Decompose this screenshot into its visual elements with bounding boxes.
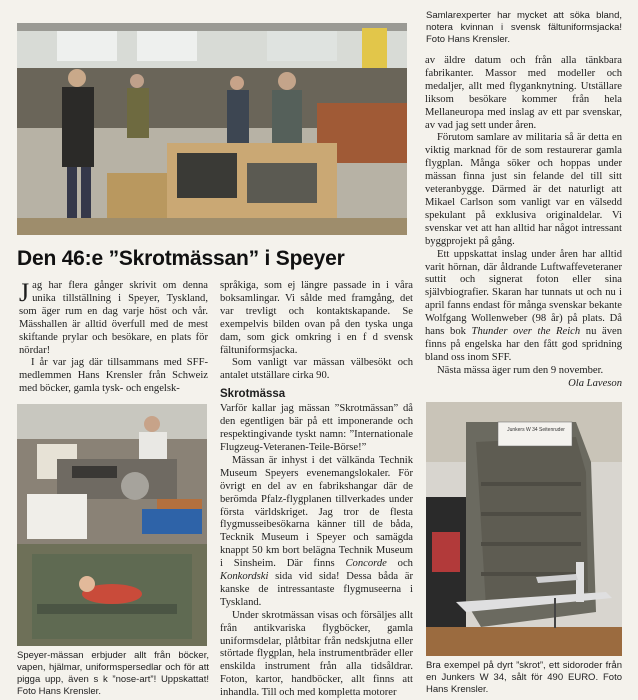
bottom-left-caption: Speyer-mässan erbjuder allt från böcker, vapen, hjälmar, uniformspersedlar och för att pigga upp, även s k ”nose-art”! Uppskattat! Foto Hans Krensler.: [17, 650, 209, 697]
article-headline: Den 46:e ”Skrotmässan” i Speyer: [17, 247, 345, 270]
body-column-1: [19, 280, 208, 396]
section-subhead: Skrotmässa: [220, 388, 286, 401]
right-paragraph-3: Ett uppskattat inslag under åren har alltid varit hörnan, där åldrande Luftwaffeveteraner suttit och signerat foton eller sina självbiografier. Skaran har tunnats ut och nu i april fanns endast för många svenskar bekante Wolfgang Wollenweber (98 år) på plats. Då hans bok Thunder over the Reich nu även finns på engelska har den fått god spridning bland oss inom SFF.: [425, 248, 623, 363]
body-paragraph-1: Jag har flera gånger skrivit om denna unika tillställning i Speyer, Tyskland, som äger rum en dag varje höst och vår. Mässhallen är alltid överfull med de mest skiftande prylar och besökare, en plats för nördar!: [19, 278, 208, 356]
photo-junkers-rudder: [426, 402, 622, 656]
right-paragraph-2: Förutom samlare av militaria så är detta en viktig marknad för de som restaurerar gamla flygplan. Många söker och hoppas under mässan finna just sin felande del till sitt veteranbygge. Därmed är det naturligt att Mikael Carlson som vanligt var en välsedd spekulant på exklusiva originaldelar. Vi svenskar vet att han alltid har något intressant byggprojekt på gång.: [425, 132, 622, 247]
right-column: [425, 55, 622, 391]
bottom-right-caption: Bra exempel på dyrt ”skrot”, ett sidoroder från en Junkers W 34, sålt för 490 EURO. Foto Hans Krensler.: [426, 660, 622, 695]
right-paragraph-1: av äldre datum och från alla tänkbara fabrikanter. Massor med modeller och medaljer, allt med flyganknytning. Utställare liksom besökare kommer från hela Mellaneuropa med inslag av ett par svenskar, av vad jag sett under åren.: [425, 55, 622, 131]
body-paragraph-5: Varför kallar jag mässan ”Skrotmässan” då den egentligen bär på ett imponerande och respektingivande tyskt namn: ”Internationale Flugzeug-Veteranen-Teile-Börse!”: [220, 403, 413, 453]
photo-market-hall: [17, 23, 407, 235]
top-right-caption: Samlarexperter har mycket att söka bland, notera kvinnan i svensk fältuniformsjacka! Foto Hans Krensler.: [426, 10, 622, 45]
body-paragraph-7: Under skrotmässan visas och försäljes allt från antikvariska flygböcker, gamla uniformsdelar, plåtbitar från nedskjutna eller störtade flygplan, hela instrumentbräder eller enskilda instrument från alla tidsåldrar. Foton, kartor, handböcker, allt finns att inhandla. Till och med kompletta motorer: [220, 609, 413, 699]
drop-cap: J: [19, 278, 30, 307]
body-paragraph-6: Mässan är inhyst i det välkända Technik Museum Speyers evenemangslokaler. För övrigt en del av en fabrikshangar där de berömda Pfalz-flygplanen tillverkades under första världskriget. Jag tror de flesta flygmusseibesökarna känner till de båda, Tecknik Museum i Speyer och samägda knappt 50 km bort belägna Technik Museum i Sinsheim. Där finns Concorde och Konkordski sida vid sida! Dessa båda är kanske de intressantaste flygmuseerna i Tyskland.: [220, 454, 413, 608]
rudder-sign-label: Junkers W 34 Seitenruder: [507, 427, 565, 433]
photo-nose-art-stand: [17, 404, 207, 646]
body-paragraph-2: I år var jag där tillsammans med SFF-medlemmen Hans Krensler från Schweiz med böcker, gamla tysk- och engelsk-: [19, 357, 208, 395]
body-paragraph-4: Som vanligt var mässan välbesökt och antalet utställare cirka 90.: [220, 357, 413, 382]
body-column-2: [220, 280, 413, 700]
author-signature: Ola Laveson: [568, 377, 622, 389]
body-paragraph-3: språkiga, som ej längre passade in i våra boksamlingar. Vi sålde med framgång, det var trevligt och kontaktskapande. Se exempelvis bilden ovan på den tyska unga dam, som gick omkring i en f d svensk fältuniformsjacka.: [220, 280, 413, 356]
right-paragraph-4: Nästa mässa äger rum den 9 november.: [437, 364, 604, 376]
